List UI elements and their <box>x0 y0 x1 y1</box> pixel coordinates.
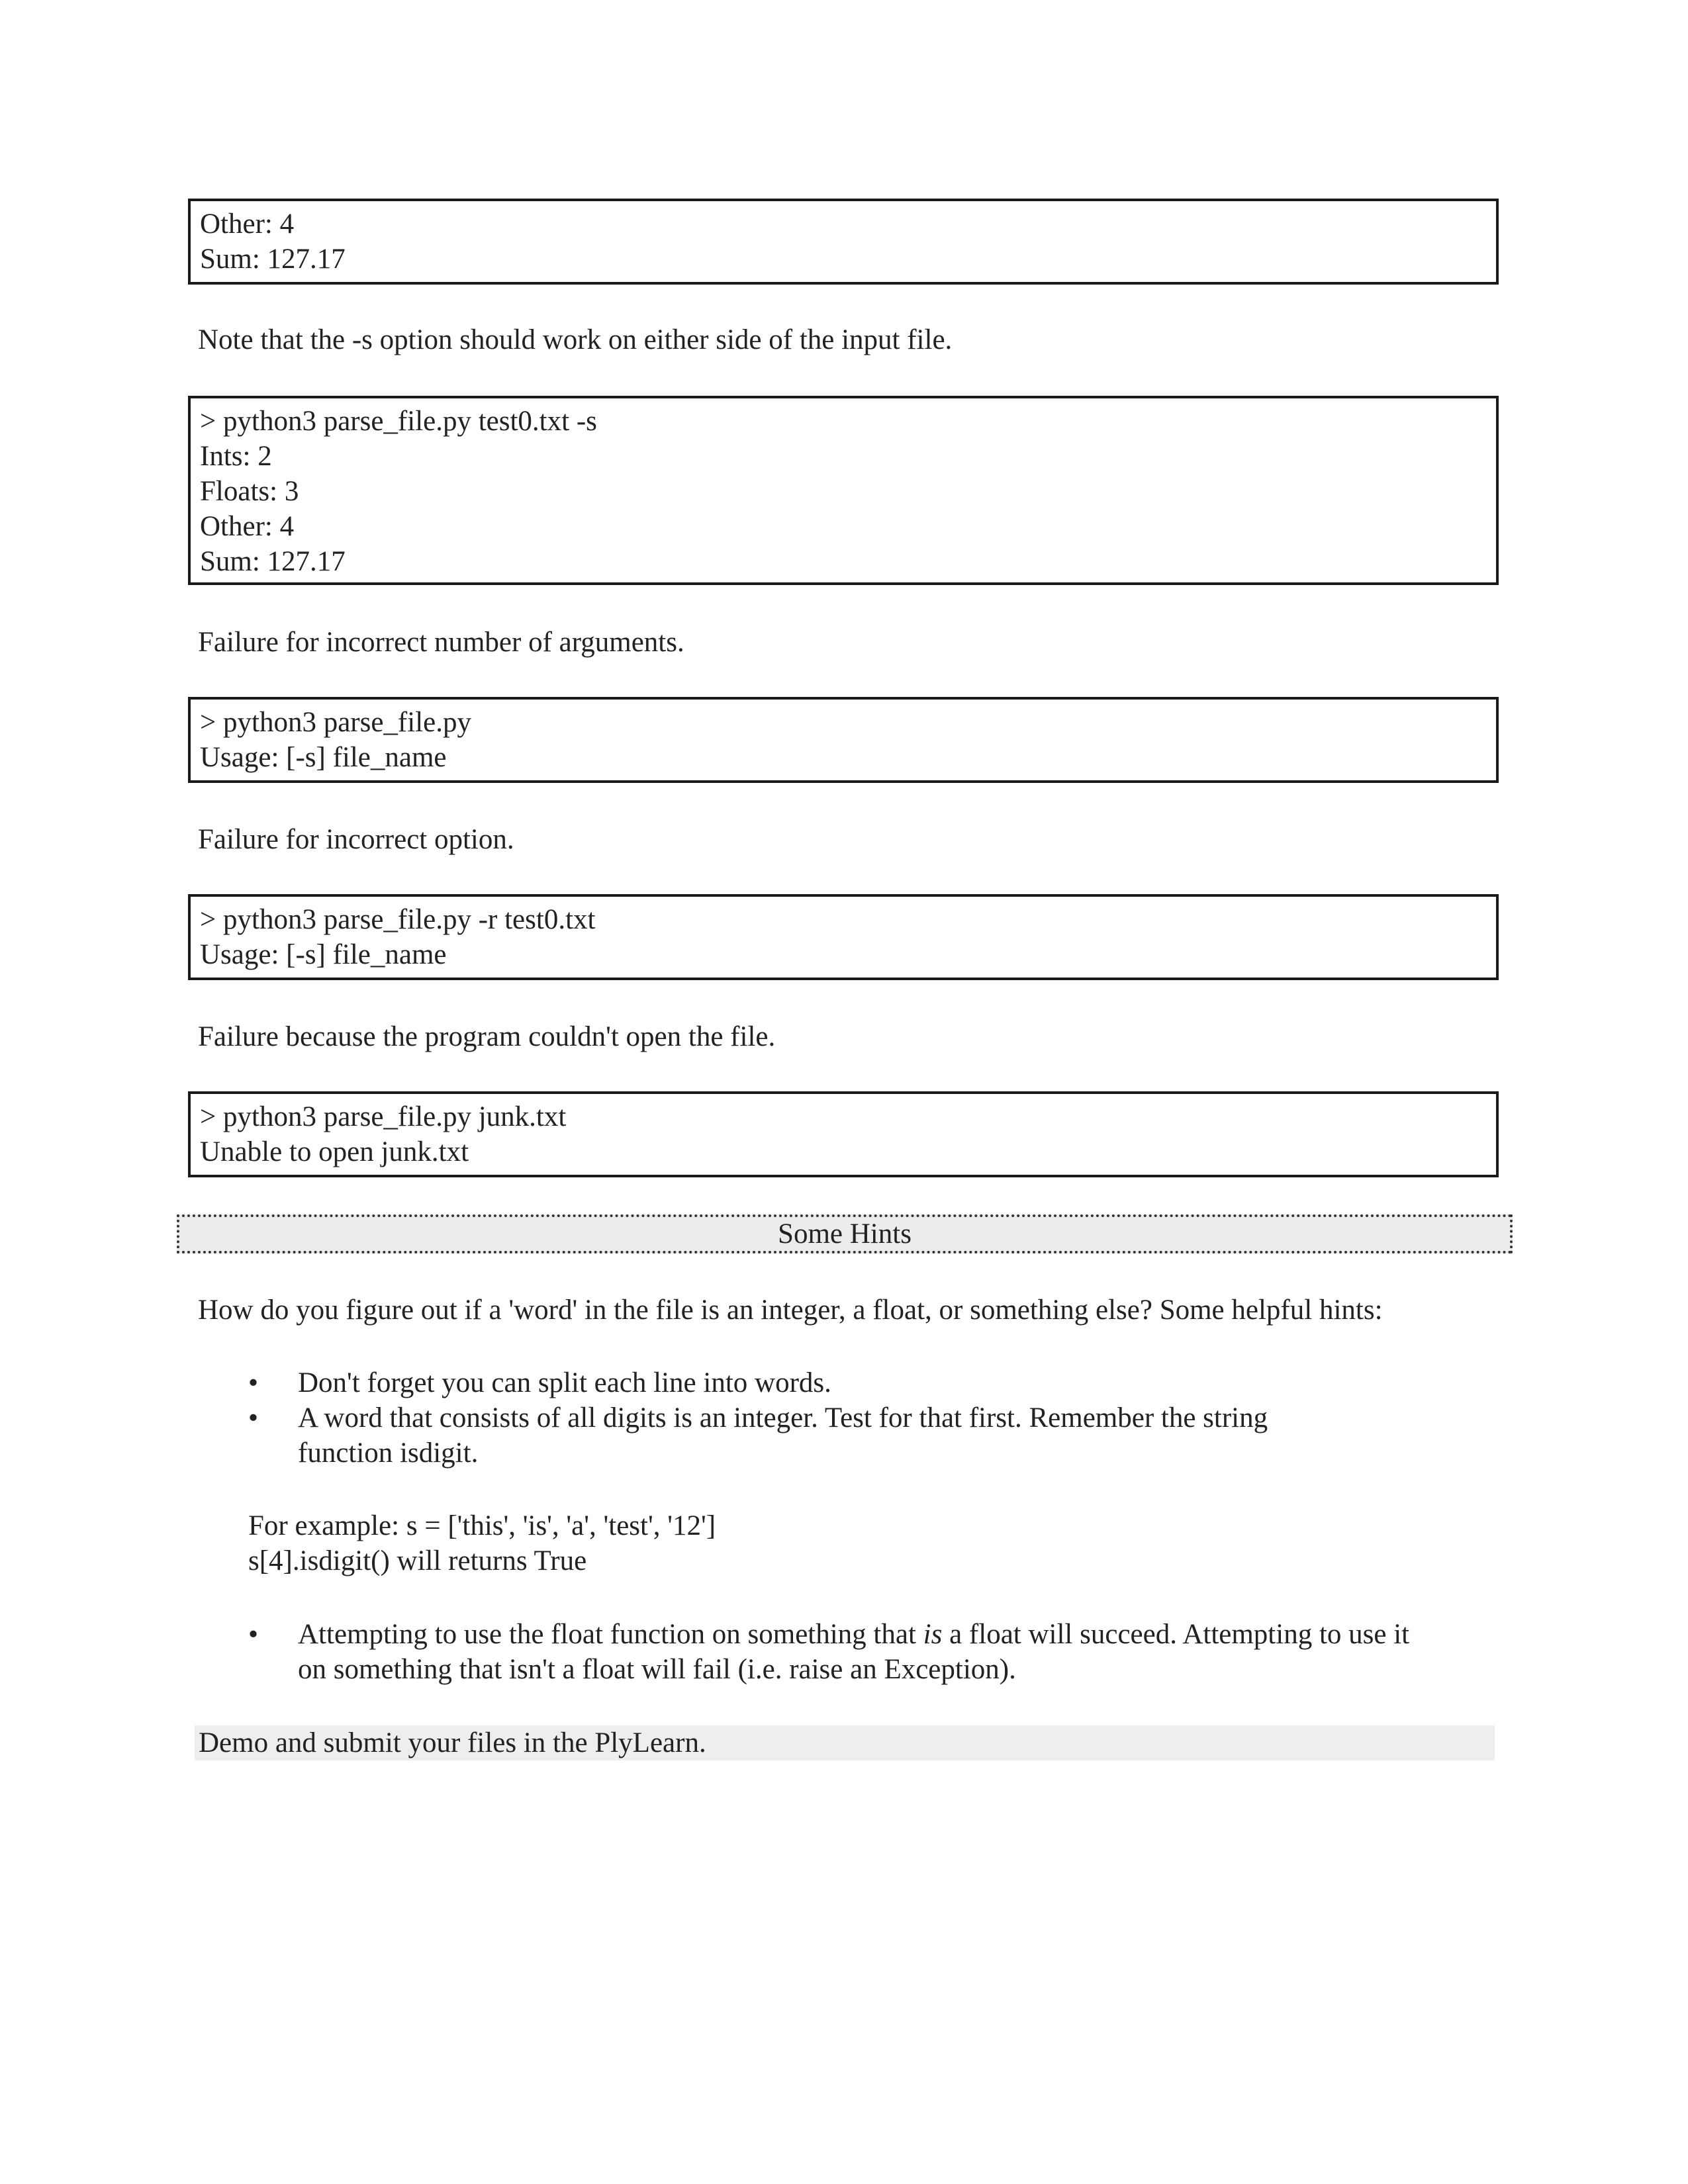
list-item <box>198 1365 1268 1400</box>
isdigit-example <box>248 1508 716 1578</box>
output-box-1 <box>188 199 1499 285</box>
submit-instruction: Demo and submit your files in the PlyLearn. <box>195 1725 1495 1760</box>
example-line: s[4].isdigit() will returns True <box>248 1545 587 1576</box>
bullet-icon: • <box>248 1619 259 1650</box>
failure-open-text: Failure because the program couldn't open the file. <box>198 1021 776 1052</box>
hint-text <box>298 1617 1409 1652</box>
hint-text: Don't forget you can split each line into words. <box>298 1367 831 1398</box>
bullet-icon: • <box>248 1402 259 1433</box>
command-line: > python3 parse_file.py junk.txt <box>200 1101 567 1132</box>
output-line: Sum: 127.17 <box>200 546 346 577</box>
hint-text: function isdigit. <box>298 1437 479 1469</box>
output-line: Other: 4 <box>200 208 295 240</box>
hint-text: on something that isn't a float will fail (i.e. raise an Exception). <box>298 1654 1016 1685</box>
hints-heading: Some Hints <box>177 1214 1513 1253</box>
hints-list-1 <box>198 1365 1268 1471</box>
command-line: > python3 parse_file.py <box>200 707 471 738</box>
hint-text-part: a float will succeed. Attempting to use it <box>942 1619 1410 1650</box>
list-item <box>198 1617 1409 1687</box>
example-line: For example: s = ['this', 'is', 'a', 'test', '12'] <box>248 1510 716 1541</box>
output-box-4 <box>188 894 1499 980</box>
note-s-option: Note that the -s option should work on either side of the input file. <box>198 324 953 355</box>
failure-option-text: Failure for incorrect option. <box>198 824 514 855</box>
hint-text-part: Attempting to use the float function on something that <box>298 1619 923 1650</box>
hint-text-emphasis: is <box>923 1619 943 1650</box>
output-line: Sum: 127.17 <box>200 244 346 275</box>
bullet-icon: • <box>248 1367 259 1398</box>
command-line: > python3 parse_file.py test0.txt -s <box>200 406 597 437</box>
output-line: Usage: [-s] file_name <box>200 939 447 970</box>
failure-args-text: Failure for incorrect number of arguments. <box>198 627 684 658</box>
output-line: Ints: 2 <box>200 441 272 472</box>
hints-intro: How do you figure out if a 'word' in the file is an integer, a float, or something else? Some helpful hints: <box>198 1295 1383 1326</box>
output-line: Usage: [-s] file_name <box>200 742 447 773</box>
output-line: Other: 4 <box>200 511 295 542</box>
output-box-3 <box>188 697 1499 783</box>
output-box-5 <box>188 1091 1499 1177</box>
output-line: Floats: 3 <box>200 476 299 507</box>
hints-list-2 <box>198 1617 1409 1687</box>
command-line: > python3 parse_file.py -r test0.txt <box>200 904 596 935</box>
output-line: Unable to open junk.txt <box>200 1136 469 1167</box>
output-box-2 <box>188 396 1499 585</box>
list-item <box>198 1400 1268 1471</box>
hint-text: A word that consists of all digits is an integer. Test for that first. Remember the string <box>298 1402 1268 1433</box>
